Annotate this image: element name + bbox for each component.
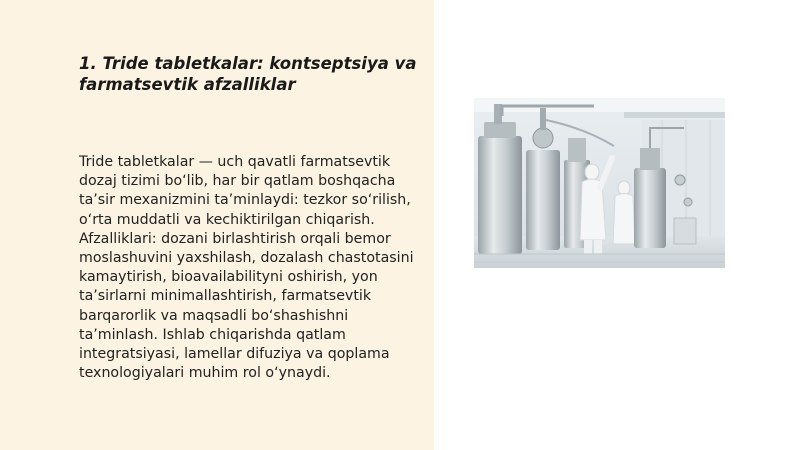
slide-body: Tride tabletkalar — uch qavatli farmatsevtik dozaj tizimi bo‘lib, har bir qatlam boshqacha ta’sir mexanizmini ta’minlaydi: tezkor so‘rilish, o‘rta muddatli va kechiktirilgan chiqarish. Afzalliklari: dozani birlashtirish orqali bemor moslashuvini yaxshilash, dozalash chastotasini kamaytirish, bioavailabilityni oshirish, yon ta’sirlarni minimallashtirish, farmatsevtik barqarorlik va maqsadli bo‘shashishni ta’minlash. Ishlab chiqarishda qatlam integratsiyasi, lamellar difuziya va qoplama texnologiyalari muhim rol o‘ynaydi.: [79, 154, 414, 382]
pharmaceutical-lab-photo: [474, 98, 725, 268]
slide-title: 1. Tride tabletkalar: kontseptsiya va farmatsevtik afzalliklar: [79, 54, 417, 94]
